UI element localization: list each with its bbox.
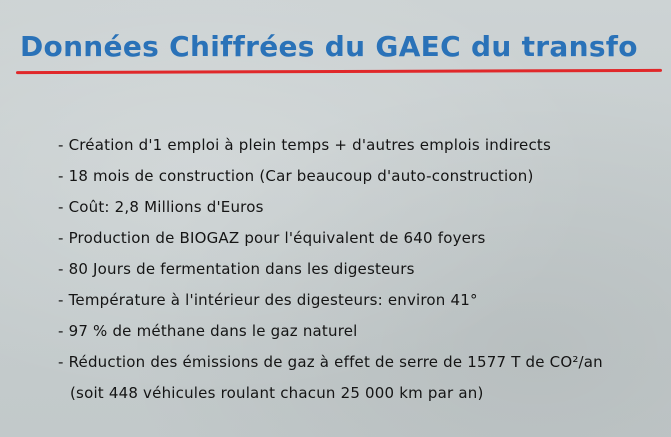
title-underline [16, 69, 662, 74]
fact-fermentation-days: - 80 Jours de fermentation dans les digesteurs [58, 260, 415, 278]
fact-construction-duration: - 18 mois de construction (Car beaucoup d'auto-construction) [58, 167, 534, 185]
facts-list [58, 130, 603, 409]
fact-vehicle-equivalent: (soit 448 véhicules roulant chacun 25 000 km par an) [70, 384, 484, 402]
fact-emission-reduction: - Réduction des émissions de gaz à effet de serre de 1577 T de CO²/an [58, 353, 603, 371]
fact-cost: - Coût: 2,8 Millions d'Euros [58, 198, 264, 216]
fact-employment: - Création d'1 emploi à plein temps + d'autres emplois indirects [58, 136, 551, 154]
fact-methane-percent: - 97 % de méthane dans le gaz naturel [58, 322, 358, 340]
page-title: Données Chiffrées du GAEC du transfo [20, 30, 638, 63]
fact-temperature: - Température à l'intérieur des digesteurs: environ 41° [58, 291, 478, 309]
fact-biogas-production: - Production de BIOGAZ pour l'équivalent de 640 foyers [58, 229, 486, 247]
